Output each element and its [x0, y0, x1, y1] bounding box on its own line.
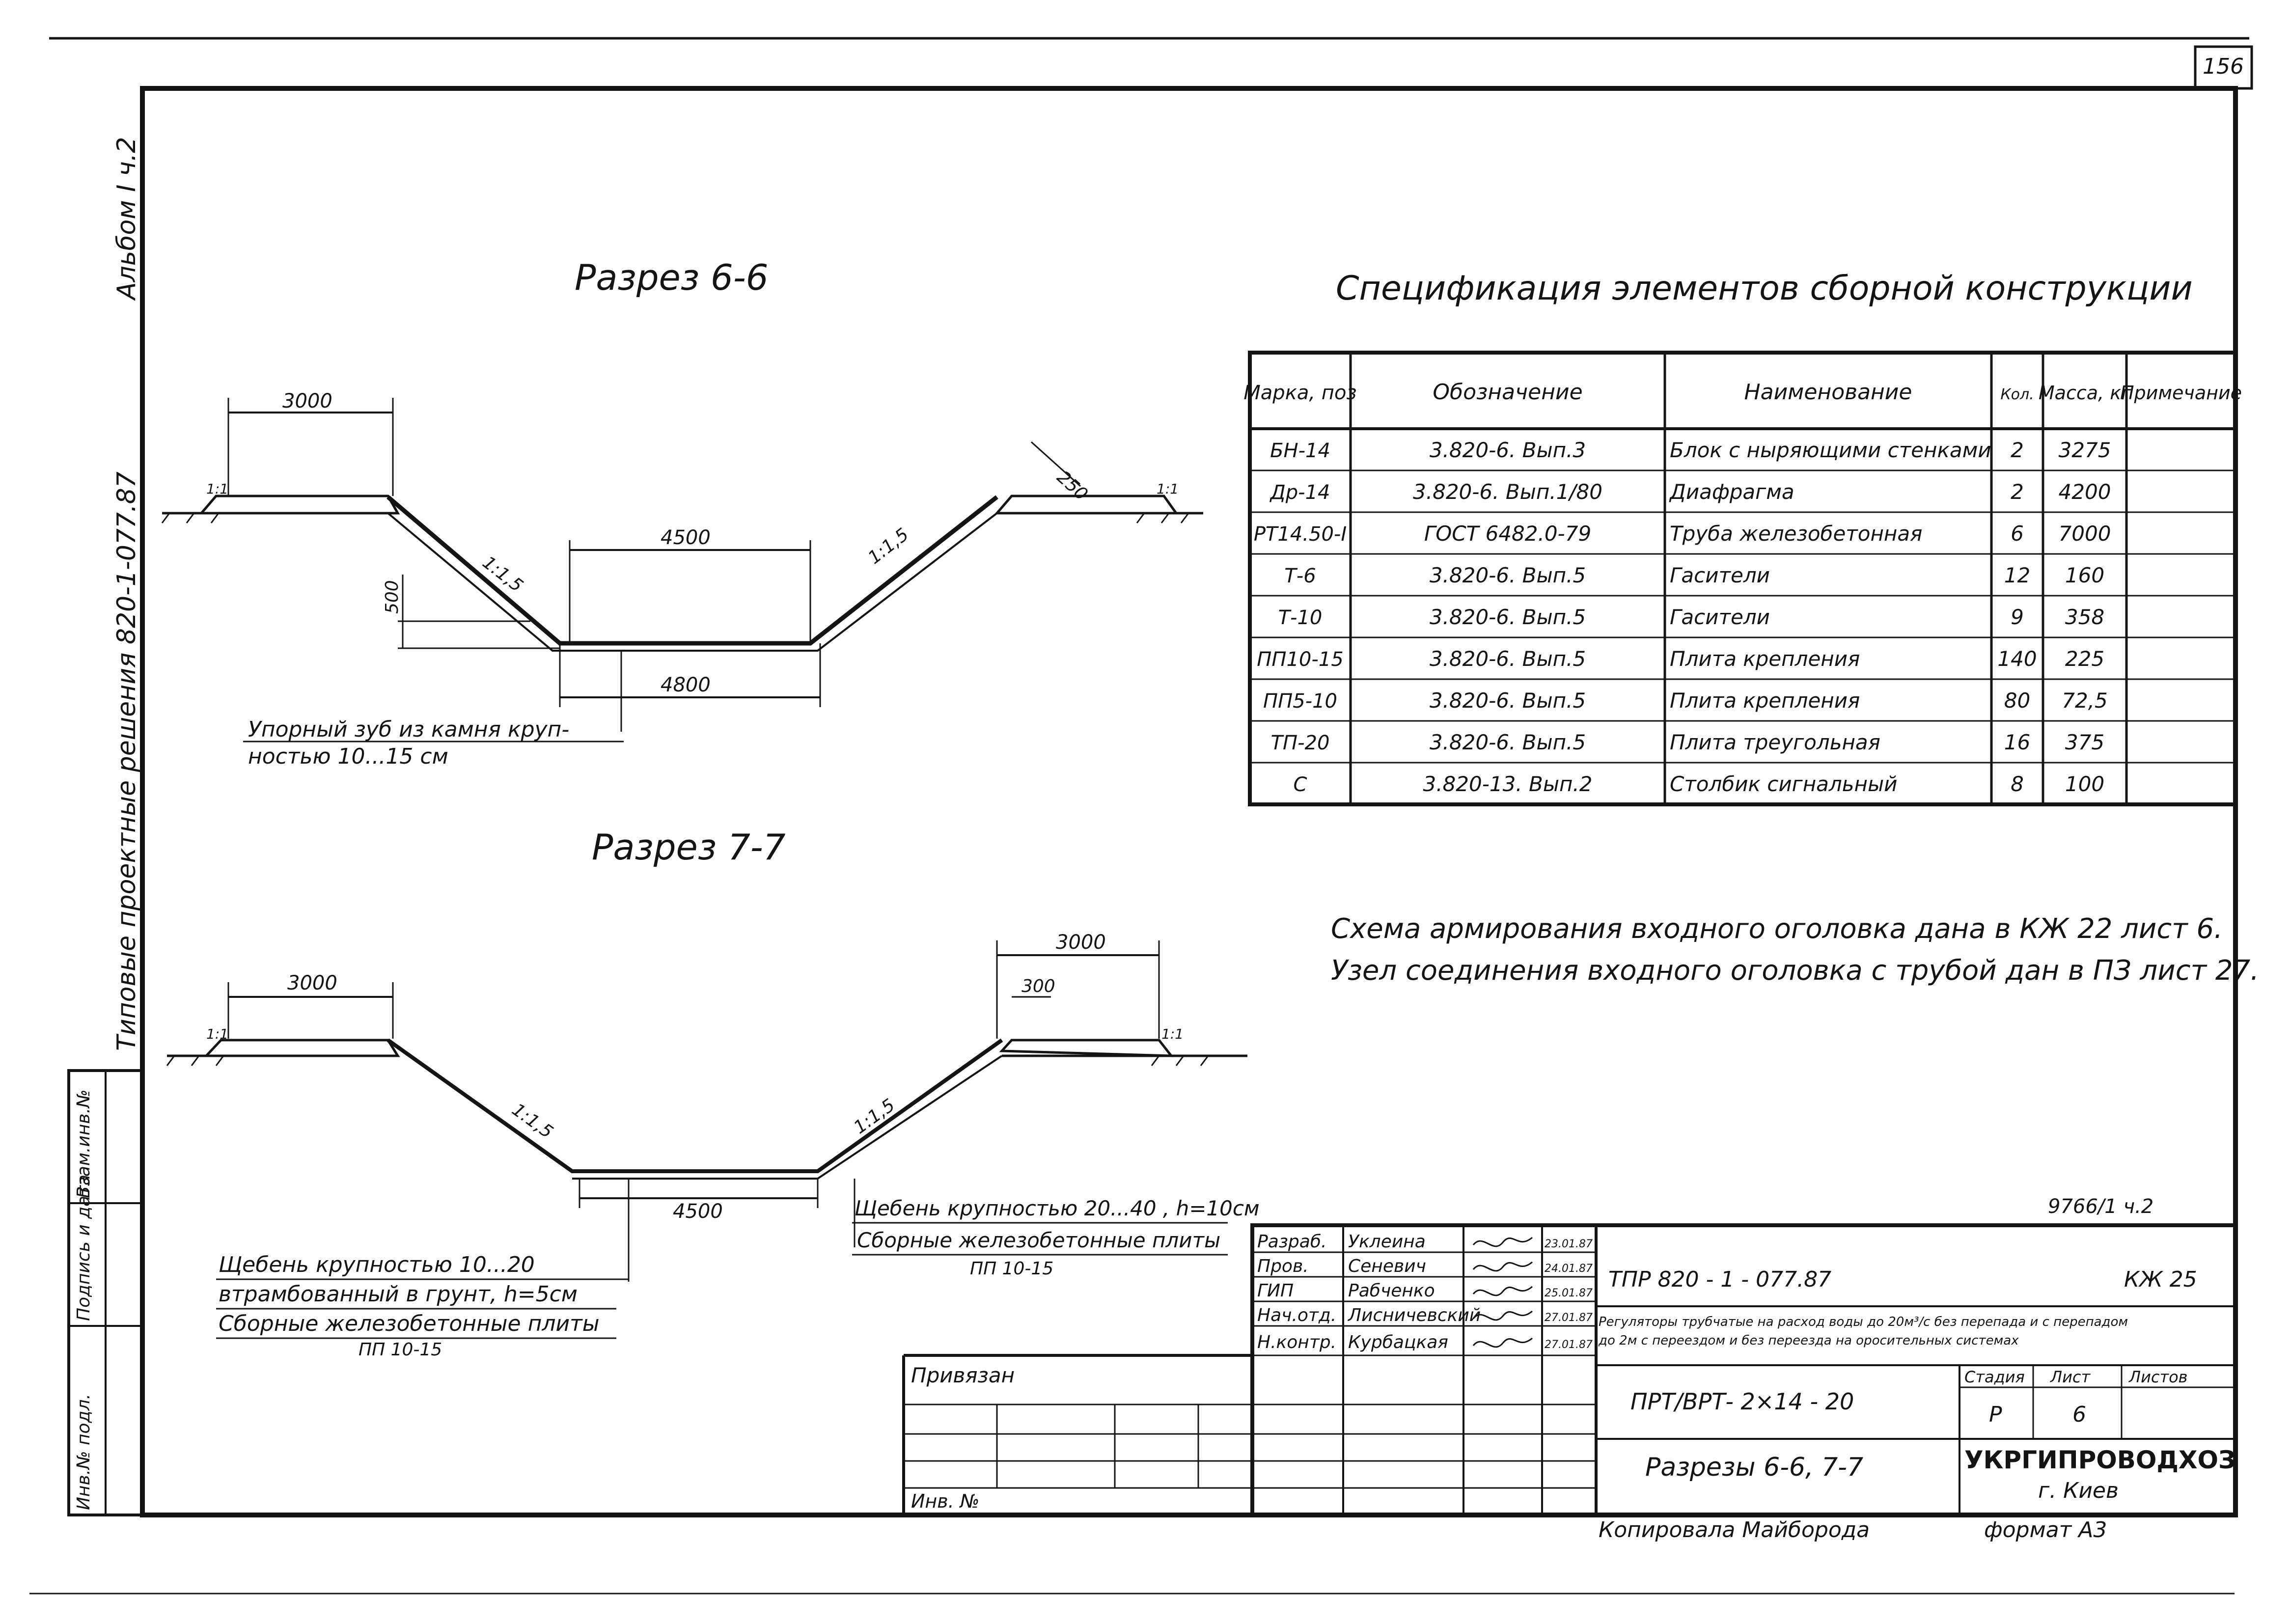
spec-cell: Плита крепления	[1670, 688, 1860, 713]
spec-header-cell: Масса, кг	[2038, 382, 2131, 404]
copied-by: Копировала Майборода	[1599, 1517, 1870, 1542]
spec-cell: 6	[2011, 522, 2024, 546]
section-7-7-title: Разрез 7-7	[592, 826, 786, 868]
spec-cell: 3.820-6. Вып.5	[1429, 730, 1586, 754]
role-name: Сеневич	[1348, 1256, 1426, 1276]
spec-cell: Диафрагма	[1670, 480, 1794, 504]
spec-header-cell: Примечание	[2120, 382, 2242, 404]
dim-6-6-top-left: 3000	[282, 390, 332, 413]
dim-6-6-bottom-inner: 4500	[661, 526, 711, 549]
spec-cell: 3.820-6. Вып.5	[1429, 647, 1586, 671]
slope-7-7-outer-right: 1:1	[1161, 1026, 1184, 1042]
spec-cell: 3.820-6. Вып.1/80	[1413, 480, 1602, 504]
slope-6-6-left: 1:1,5	[478, 552, 527, 596]
description-line1: Регуляторы трубчатые на расход воды до 20м³/с без перепада и с перепадом	[1599, 1315, 2128, 1329]
note-reinforcement: Схема армирования входного оголовка дана в КЖ 22 лист 6.	[1331, 913, 2223, 945]
role-label: Разраб.	[1257, 1232, 1327, 1252]
spec-cell: 3.820-6. Вып.5	[1429, 563, 1586, 587]
stamp-inv-label: Инв.№ подл.	[74, 1394, 94, 1510]
role-name: Уклеина	[1348, 1232, 1426, 1252]
spec-cell: 358	[2065, 605, 2105, 629]
sheet-number: 156	[2203, 54, 2244, 79]
inventory-code: 9766/1 ч.2	[2048, 1195, 2154, 1218]
role-date: 24.01.87	[1545, 1263, 1593, 1275]
signature-mark	[1473, 1287, 1532, 1295]
spec-cell: 3.820-6. Вып.5	[1429, 605, 1586, 629]
description-line2: до 2м с переездом и без переезда на оросительных системах	[1599, 1333, 2019, 1348]
role-date: 27.01.87	[1545, 1312, 1593, 1324]
spec-cell: ГОСТ 6482.0-79	[1424, 522, 1592, 546]
spec-cell: 375	[2065, 730, 2105, 754]
city: г. Киев	[2038, 1478, 2119, 1503]
section-7-7	[167, 826, 1260, 1360]
note-7-7-right-2: Сборные железобетонные плиты	[857, 1228, 1221, 1252]
slope-6-6-right: 1:1,5	[864, 524, 913, 569]
spec-cell: Гасители	[1670, 605, 1770, 629]
spec-cell: 3.820-13. Вып.2	[1423, 772, 1593, 796]
spec-header-cell: Марка, поз	[1243, 382, 1357, 404]
slope-7-7-right: 1:1,5	[850, 1095, 899, 1138]
inv-label: Инв. №	[911, 1490, 980, 1512]
sheet-label: Лист	[2050, 1368, 2091, 1386]
signature-mark	[1473, 1338, 1532, 1347]
spec-cell: 72,5	[2062, 688, 2108, 713]
series-label: Типовые проектные решения 820-1-077.87	[112, 471, 141, 1051]
note-7-7-right-1: Щебень крупностью 20...40 , h=10см	[855, 1196, 1260, 1220]
spec-grid	[1243, 353, 2242, 804]
spec-cell: ПП5-10	[1263, 690, 1337, 713]
spec-cell: Блок с ныряющими стенками	[1670, 438, 1991, 462]
spec-cell: 80	[2004, 688, 2031, 713]
stamp-signature-label: Подпись и дата	[74, 1174, 94, 1321]
role-label: Пров.	[1257, 1256, 1309, 1276]
spec-cell: 8	[2011, 772, 2024, 796]
spec-cell: Труба железобетонная	[1670, 522, 1923, 546]
slope-7-7-outer-left: 1:1	[206, 1026, 229, 1042]
album-label: Альбом I ч.2	[112, 137, 141, 300]
spec-header-cell: Наименование	[1744, 380, 1912, 405]
spec-cell: ПП10-15	[1257, 648, 1344, 671]
role-date: 25.01.87	[1545, 1287, 1593, 1299]
spec-cell: С	[1293, 773, 1307, 796]
spec-cell: 9	[2011, 605, 2024, 629]
signature-mark	[1473, 1262, 1532, 1271]
spec-cell: 3.820-6. Вып.5	[1429, 688, 1586, 713]
dim-6-6-bottom-outer: 4800	[661, 674, 711, 696]
spec-cell: Гасители	[1670, 563, 1770, 587]
spec-cell: 7000	[2058, 522, 2111, 546]
dim-7-7-top-right: 3000	[1056, 931, 1106, 954]
spec-cell: 4200	[2058, 480, 2111, 504]
stage-value: Р	[1989, 1402, 2002, 1427]
spec-header-cell: Обозначение	[1433, 380, 1583, 405]
role-name: Рабченко	[1348, 1281, 1435, 1301]
specification	[1243, 269, 2242, 804]
role-label: Нач.отд.	[1257, 1305, 1337, 1325]
spec-cell: РТ14.50-I	[1253, 523, 1347, 546]
bound-label: Привязан	[911, 1363, 1015, 1387]
role-date: 27.01.87	[1545, 1339, 1593, 1351]
spec-cell: 12	[2004, 563, 2031, 587]
drawing-title: Разрезы 6-6, 7-7	[1645, 1453, 1864, 1482]
sheet-value: 6	[2072, 1402, 2086, 1427]
dim-6-6-depth: 500	[382, 580, 402, 614]
dim-6-6-crest: 250	[1052, 467, 1092, 505]
spec-cell: БН-14	[1270, 440, 1330, 462]
spec-cell: Плита треугольная	[1670, 730, 1880, 754]
note-6-6-line1: Упорный зуб из камня круп-	[248, 717, 570, 742]
drawing-code: ПРТ/ВРТ- 2×14 - 20	[1630, 1388, 1854, 1415]
signature-mark	[1473, 1311, 1532, 1320]
left-stamp-strip	[69, 1071, 142, 1515]
format-label: формат А3	[1984, 1517, 2107, 1542]
spec-cell: 140	[1997, 647, 2037, 671]
spec-cell: 2	[2011, 480, 2024, 504]
section-6-6-title: Разрез 6-6	[575, 257, 769, 298]
dim-7-7-bottom: 4500	[673, 1200, 723, 1223]
spec-cell: 100	[2065, 772, 2105, 796]
spec-header-cell: Кол.	[2000, 386, 2034, 403]
sheet-code: КЖ 25	[2124, 1267, 2197, 1292]
signature-mark	[1473, 1238, 1532, 1246]
role-name: Лисничевский	[1348, 1305, 1481, 1325]
spec-cell: Др-14	[1270, 481, 1330, 504]
note-7-7-right-3: ПП 10-15	[970, 1259, 1054, 1279]
spec-cell: 2	[2011, 438, 2024, 462]
sheets-label: Листов	[2129, 1368, 2188, 1386]
spec-cell: Т-6	[1284, 565, 1316, 587]
stage-label: Стадия	[1964, 1368, 2025, 1386]
note-7-7-left-2: втрамбованный в грунт, h=5см	[219, 1282, 578, 1307]
role-date: 23.01.87	[1545, 1238, 1593, 1250]
organization: УКРГИПРОВОДХОЗ	[1964, 1446, 2236, 1474]
role-label: Н.контр.	[1257, 1332, 1337, 1352]
note-7-7-left-3: Сборные железобетонные плиты	[219, 1311, 600, 1336]
spec-cell: 225	[2065, 647, 2105, 671]
dim-7-7-step: 300	[1021, 976, 1055, 996]
role-label: ГИП	[1257, 1281, 1294, 1301]
spec-cell: 3275	[2058, 438, 2111, 462]
section-6-6	[162, 257, 1203, 769]
spec-cell: 16	[2004, 730, 2031, 754]
spec-cell: ТП-20	[1270, 732, 1330, 754]
spec-title: Спецификация элементов сборной конструкции	[1336, 269, 2193, 308]
note-6-6-line2: ностью 10...15 см	[248, 744, 448, 769]
spec-cell: Столбик сигнальный	[1670, 772, 1898, 796]
note-7-7-left-4: ПП 10-15	[359, 1340, 442, 1360]
slope-6-6-outer-left: 1:1	[206, 481, 229, 497]
slope-6-6-outer-right: 1:1	[1157, 481, 1179, 497]
spec-cell: 160	[2065, 563, 2105, 587]
dim-7-7-top-left: 3000	[287, 972, 337, 994]
spec-cell: Т-10	[1278, 606, 1323, 629]
slope-7-7-left: 1:1,5	[508, 1100, 557, 1143]
stamp-replace-label: Взам.инв.№	[74, 1089, 94, 1198]
spec-cell: 3.820-6. Вып.3	[1429, 438, 1586, 462]
note-connection: Узел соединения входного оголовка с трубой дан в ПЗ лист 27.	[1331, 955, 2259, 987]
note-7-7-left-1: Щебень крупностью 10...20	[219, 1252, 535, 1277]
project-number: ТПР 820 - 1 - 077.87	[1608, 1267, 1832, 1292]
spec-cell: Плита крепления	[1670, 647, 1860, 671]
role-name: Курбацкая	[1348, 1332, 1448, 1352]
